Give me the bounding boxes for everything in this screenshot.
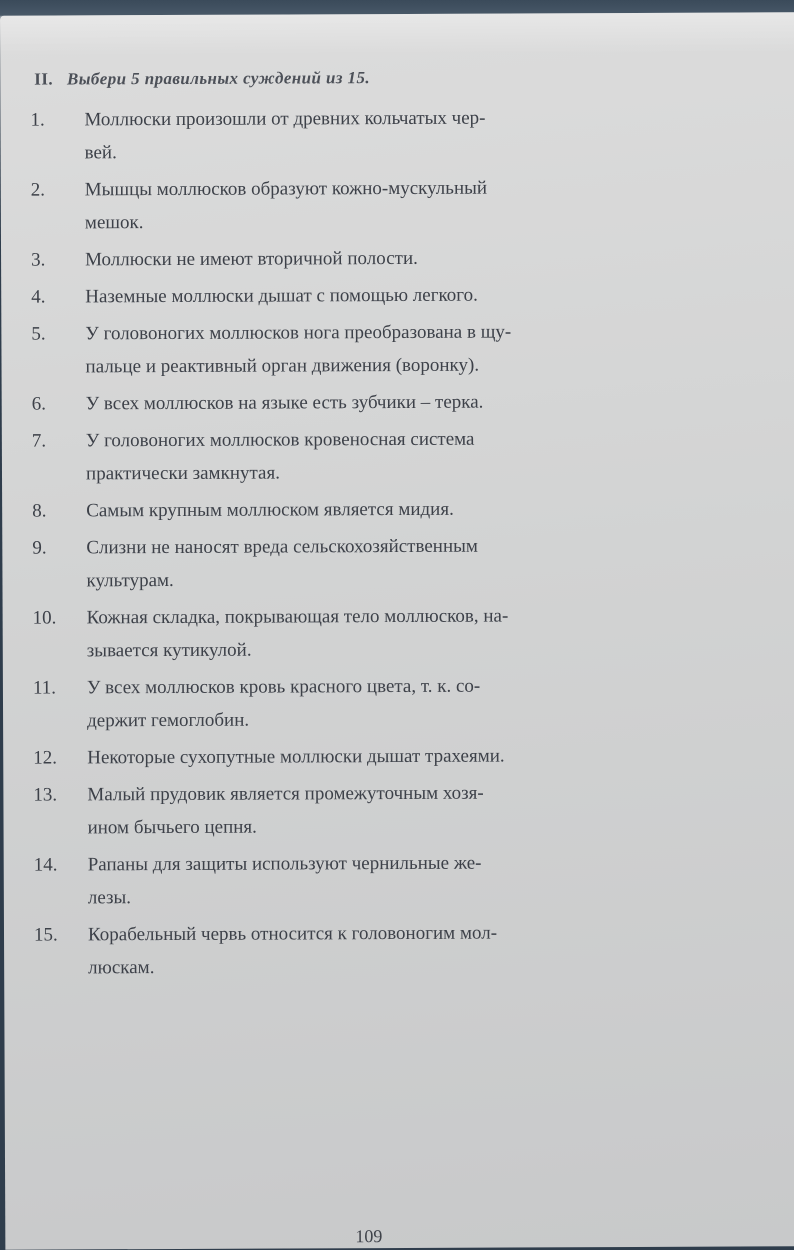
page-number: 109 — [355, 1226, 383, 1247]
statement-number: 4. — [31, 286, 46, 308]
statement-line: Мышцы моллюсков образуют кожно-мускульный — [84, 177, 488, 201]
statement-item — [33, 739, 733, 775]
statement-line: лезы. — [87, 887, 132, 909]
statement-line: Наземные моллюски дышат с помощью легкого. — [85, 284, 478, 308]
statement-number: 10. — [32, 607, 57, 629]
statement-item — [31, 278, 731, 314]
statement-number: 7. — [31, 430, 47, 452]
statement-text — [85, 171, 731, 240]
statement-line: Кожная складка, покрывающая тело моллюсков, на- — [86, 605, 509, 629]
statement-number: 14. — [33, 854, 58, 876]
section-title: Выбери 5 правильных суждений из 15. — [66, 68, 371, 89]
statement-number: 5. — [31, 323, 46, 345]
statement-line: зывается кутикулой. — [86, 639, 252, 662]
statement-item — [32, 492, 732, 528]
statement-text — [88, 846, 734, 915]
statement-number: 11. — [32, 677, 57, 699]
statement-item — [34, 916, 734, 985]
statement-line: У головоногих моллюсков кровеносная система — [85, 428, 475, 452]
statement-number: 9. — [32, 537, 47, 559]
statement-text — [86, 385, 732, 421]
statement-line: ином бычьего цепня. — [87, 816, 257, 839]
statement-line: практически замкнутая. — [85, 462, 280, 485]
statement-text — [86, 422, 732, 491]
section-heading — [34, 66, 754, 89]
statement-line: культурам. — [86, 569, 174, 592]
statement-line: Моллюски не имеют вторичной полости. — [85, 247, 418, 271]
statement-item — [34, 846, 734, 915]
statement-text — [87, 739, 733, 775]
statement-line: люскам. — [88, 957, 155, 979]
statement-text — [86, 529, 732, 598]
statement-number: 3. — [31, 249, 46, 271]
statement-item — [31, 171, 731, 240]
statement-item — [33, 669, 733, 738]
statement-number: 2. — [30, 179, 46, 201]
statement-item — [30, 101, 730, 170]
statement-line: У всех моллюсков кровь красного цвета, т. к. со- — [86, 675, 481, 699]
statement-text — [85, 278, 731, 314]
statement-line: Некоторые сухопутные моллюски дышат трахеями. — [87, 745, 505, 769]
statement-number: 6. — [31, 393, 46, 415]
statement-line: У всех моллюсков на языке есть зубчики – терка. — [85, 391, 484, 415]
statement-number: 15. — [33, 924, 58, 946]
statement-item — [32, 385, 732, 421]
statement-text — [84, 101, 730, 170]
statement-item — [32, 529, 732, 598]
statement-item — [31, 315, 731, 384]
statement-line: Слизни не наносят вреда сельскохозяйственным — [86, 535, 478, 559]
statement-text — [87, 776, 733, 845]
statement-text — [87, 669, 733, 738]
statement-line: пальце и реактивный орган движения (воронку). — [85, 354, 480, 378]
statement-line: Самым крупным моллюском является мидия. — [86, 498, 454, 522]
statement-line: Малый прудовик является промежуточным хозя- — [87, 782, 484, 806]
statement-item — [31, 241, 731, 277]
statement-item — [33, 599, 733, 668]
statement-line: У головоногих моллюсков нога преобразована в щу- — [85, 321, 512, 345]
statement-line: мешок. — [84, 212, 144, 234]
statement-line: Корабельный червь относится к головоногим мол- — [87, 922, 498, 946]
statement-text — [87, 599, 733, 668]
statement-list — [30, 101, 734, 989]
statement-item — [32, 422, 732, 491]
statement-number: 13. — [33, 784, 58, 806]
statement-text — [85, 315, 731, 384]
statement-line: вей. — [84, 142, 117, 164]
statement-number: 1. — [30, 109, 45, 131]
statement-text — [85, 241, 731, 277]
book-page — [0, 12, 794, 1249]
statement-line: держит гемоглобин. — [87, 709, 250, 732]
statement-number: 8. — [32, 500, 47, 522]
statement-number: 12. — [33, 747, 58, 769]
section-number: II. — [34, 69, 54, 89]
statement-item — [33, 776, 733, 845]
statement-text — [88, 916, 734, 985]
statement-text — [86, 492, 732, 528]
statement-line: Моллюски произошли от древних кольчатых чер- — [84, 107, 486, 131]
statement-line: Рапаны для защиты используют чернильные же- — [87, 852, 482, 876]
